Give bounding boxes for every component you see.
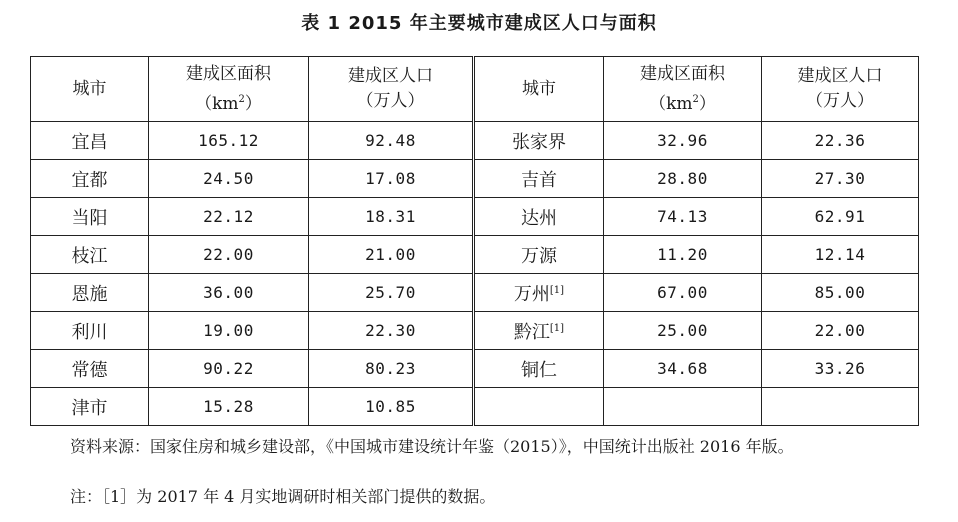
population-cell (762, 274, 919, 312)
city-value: 宜昌 (71, 131, 108, 153)
area-cell (149, 388, 309, 426)
city-cell (31, 236, 149, 274)
footnote: 注：［1］为 2017 年 4 月实地调研时相关部门提供的数据。 (70, 487, 496, 506)
area-value: 67.00 (657, 282, 708, 302)
header-city-right: 城市 (474, 57, 604, 122)
area-value: 11.20 (657, 244, 708, 264)
table-row (31, 236, 919, 274)
city-cell (474, 198, 604, 236)
area-value: 24.50 (203, 168, 254, 188)
city-value: 利川 (71, 321, 108, 343)
table-row (31, 274, 919, 312)
city-cell (474, 236, 604, 274)
area-cell (149, 312, 309, 350)
table-row (31, 350, 919, 388)
city-cell (474, 388, 604, 426)
population-value: 18.31 (365, 206, 416, 226)
area-value: 74.13 (657, 206, 708, 226)
city-value: 万源 (521, 245, 557, 267)
city-value: 达州 (521, 207, 557, 229)
population-value: 62.91 (814, 206, 866, 226)
area-cell (604, 198, 762, 236)
area-cell (149, 198, 309, 236)
header-population-label: 建成区人口 (797, 66, 883, 86)
population-value: 25.70 (365, 282, 416, 302)
header-area-label: 建成区面积 (186, 63, 271, 84)
area-value: 22.12 (203, 206, 254, 226)
population-cell (309, 312, 474, 350)
header-population-unit: （万人） (356, 91, 425, 111)
city-cell (474, 160, 604, 198)
table-row (31, 198, 919, 236)
population-value: 33.26 (814, 358, 866, 378)
city-value: 黔江 (513, 321, 550, 343)
population-cell (309, 198, 474, 236)
population-value: 10.85 (365, 396, 416, 416)
population-cell (762, 388, 919, 426)
city-cell (31, 122, 149, 160)
area-cell (604, 274, 762, 312)
header-area-left (149, 57, 309, 122)
area-value: 90.22 (203, 358, 254, 378)
population-cell (762, 198, 919, 236)
city-cell (31, 350, 149, 388)
area-cell (149, 350, 309, 388)
area-cell (149, 236, 309, 274)
population-cell (762, 312, 919, 350)
header-area-unit: $(km^2)$ (195, 93, 262, 114)
table-title: 表 1 2015 年主要城市建成区人口与面积 (301, 13, 657, 34)
city-value: 宜都 (71, 169, 108, 191)
area-cell (604, 312, 762, 350)
city-cell (31, 160, 149, 198)
city-value: 万州 (513, 283, 550, 305)
population-cell (762, 236, 919, 274)
city-cell (31, 198, 149, 236)
city-value: 常德 (71, 359, 108, 381)
population-value: 85.00 (814, 282, 866, 302)
city-value: 津市 (71, 397, 108, 419)
population-cell (762, 160, 919, 198)
population-value: 80.23 (365, 358, 416, 378)
city-cell (474, 312, 604, 350)
city-value: 张家界 (512, 131, 566, 153)
area-value: 32.96 (657, 130, 708, 150)
population-cell (762, 122, 919, 160)
city-cell (31, 312, 149, 350)
area-cell (604, 160, 762, 198)
population-cell (309, 160, 474, 198)
population-cell (762, 350, 919, 388)
city-cell (31, 388, 149, 426)
table-row (31, 388, 919, 426)
area-value: 25.00 (657, 320, 708, 340)
population-value: 12.14 (814, 244, 866, 264)
population-cell (309, 388, 474, 426)
area-cell (604, 122, 762, 160)
area-cell (149, 122, 309, 160)
city-cell (31, 274, 149, 312)
area-cell (149, 160, 309, 198)
population-cell (309, 274, 474, 312)
population-value: 92.48 (365, 130, 416, 150)
population-cell (309, 236, 474, 274)
city-value: 当阳 (71, 207, 108, 229)
source-note: 资料来源：国家住房和城乡建设部，《中国城市建设统计年鉴（2015）》，中国统计出版社 2016 年版。 (70, 437, 794, 456)
population-value: 17.08 (365, 168, 416, 188)
city-value: 枝江 (71, 245, 108, 267)
area-cell (604, 350, 762, 388)
area-cell (604, 236, 762, 274)
city-cell (474, 350, 604, 388)
area-value: 36.00 (203, 282, 254, 302)
header-population-unit: （万人） (806, 91, 874, 111)
city-value: 恩施 (71, 283, 108, 305)
city-value: 吉首 (521, 169, 557, 191)
area-value: 34.68 (657, 358, 708, 378)
data-table (30, 56, 919, 426)
area-cell (149, 274, 309, 312)
area-value: 19.00 (203, 320, 254, 340)
table-row (31, 160, 919, 198)
population-value: 22.30 (365, 320, 416, 340)
population-value: 27.30 (814, 168, 866, 188)
footnote-marker: [1] (549, 322, 565, 334)
city-cell (474, 274, 604, 312)
area-value: 22.00 (203, 244, 254, 264)
header-area-right (604, 57, 762, 122)
population-cell (309, 122, 474, 160)
population-cell (309, 350, 474, 388)
population-value: 21.00 (365, 244, 416, 264)
population-value: 22.36 (814, 130, 866, 150)
population-value: 22.00 (814, 320, 866, 340)
header-city-left: 城市 (31, 57, 149, 122)
table-body (31, 122, 919, 426)
area-value: 165.12 (198, 130, 259, 150)
table-row (31, 312, 919, 350)
city-value: 铜仁 (521, 359, 557, 381)
table-row (31, 122, 919, 160)
header-population-label: 建成区人口 (348, 66, 433, 86)
header-row (31, 57, 919, 122)
area-value: 28.80 (657, 168, 708, 188)
header-population-left (309, 57, 474, 122)
header-area-unit: $(km^2)$ (649, 93, 716, 114)
city-cell (474, 122, 604, 160)
footnote-marker: [1] (549, 284, 565, 296)
area-cell (604, 388, 762, 426)
area-value: 15.28 (203, 396, 254, 416)
header-population-right (762, 57, 919, 122)
header-area-label: 建成区面积 (640, 63, 725, 84)
